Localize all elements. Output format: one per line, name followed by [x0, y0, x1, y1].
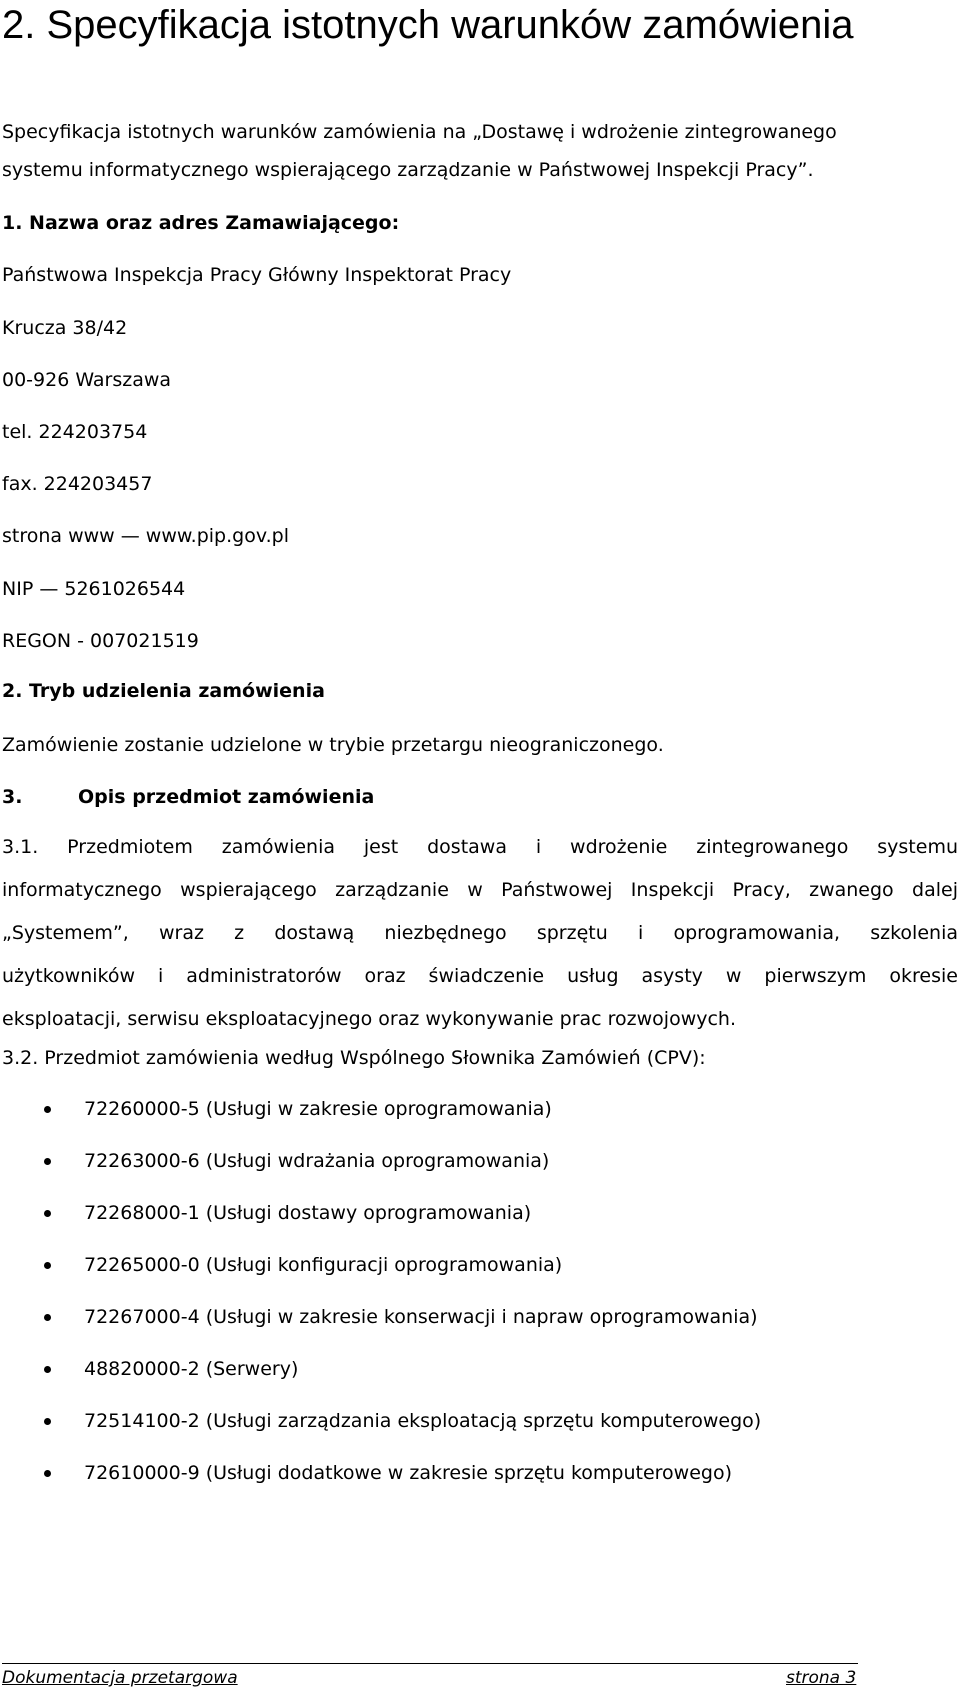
address-line: fax. 224203457	[2, 473, 153, 495]
paragraph-line: informatycznego wspierającego zarządzanie w Państwowej Inspekcji Pracy, zwanego dalej	[2, 879, 958, 901]
paragraph-line: użytkowników i administratorów oraz świadczenie usług asysty w pierwszym okresie	[2, 965, 958, 987]
cpv-code: 72267000-4 (Usługi w zakresie konserwacji i napraw oprogramowania)	[84, 1306, 758, 1328]
section-3-1-paragraph	[2, 826, 958, 1041]
paragraph-line: „Systemem”, wraz z dostawą niezbędnego sprzętu i oprogramowania, szkolenia	[2, 922, 958, 944]
cpv-code: 72263000-6 (Usługi wdrażania oprogramowania)	[84, 1150, 550, 1172]
footer-divider	[2, 1663, 858, 1664]
paragraph-line: 3.1. Przedmiotem zamówienia jest dostawa i wdrożenie zintegrowanego systemu	[2, 836, 958, 858]
bullet-icon	[44, 1106, 51, 1113]
footer-page-number: strona 3	[786, 1668, 857, 1688]
address-line: Krucza 38/42	[2, 317, 128, 339]
bullet-icon	[44, 1210, 51, 1217]
bullet-icon	[44, 1418, 51, 1425]
section-2-text: Zamówienie zostanie udzielone w trybie przetargu nieograniczonego.	[2, 734, 664, 756]
nip-line: NIP — 5261026544	[2, 578, 186, 600]
cpv-code: 72260000-5 (Usługi w zakresie oprogramowania)	[84, 1098, 552, 1120]
page-title: 2. Specyfikacja istotnych warunków zamówienia	[2, 3, 854, 47]
section-1-title: 1. Nazwa oraz adres Zamawiającego:	[2, 212, 400, 234]
address-line: Państwowa Inspekcja Pracy Główny Inspektorat Pracy	[2, 264, 512, 286]
bullet-icon	[44, 1470, 51, 1477]
bullet-icon	[44, 1262, 51, 1269]
regon-line: REGON - 007021519	[2, 630, 199, 652]
cpv-code: 72610000-9 (Usługi dodatkowe w zakresie sprzętu komputerowego)	[84, 1462, 732, 1484]
cpv-code: 72268000-1 (Usługi dostawy oprogramowania)	[84, 1202, 532, 1224]
bullet-icon	[44, 1366, 51, 1373]
cpv-code: 72514100-2 (Usługi zarządzania eksploatacją sprzętu komputerowego)	[84, 1410, 762, 1432]
section-3-number: 3.	[2, 786, 23, 808]
section-3-2-text: 3.2. Przedmiot zamówienia według Wspólnego Słownika Zamówień (CPV):	[2, 1047, 706, 1069]
paragraph-line: eksploatacji, serwisu eksploatacyjnego oraz wykonywanie prac rozwojowych.	[2, 1008, 737, 1030]
cpv-code: 72265000-0 (Usługi konfiguracji oprogramowania)	[84, 1254, 563, 1276]
cpv-code: 48820000-2 (Serwery)	[84, 1358, 299, 1380]
intro-line-1: Specyfikacja istotnych warunków zamówienia na „Dostawę i wdrożenie zintegrowanego	[2, 121, 837, 143]
footer-document-title: Dokumentacja przetargowa	[2, 1668, 238, 1688]
section-3-title: Opis przedmiot zamówienia	[78, 786, 375, 808]
intro-line-2: systemu informatycznego wspierającego zarządzanie w Państwowej Inspekcji Pracy”.	[2, 159, 814, 181]
section-2-title: 2. Tryb udzielenia zamówienia	[2, 680, 325, 702]
address-line: tel. 224203754	[2, 421, 148, 443]
address-line: 00-926 Warszawa	[2, 369, 172, 391]
bullet-icon	[44, 1314, 51, 1321]
bullet-icon	[44, 1158, 51, 1165]
website-line: strona www — www.pip.gov.pl	[2, 525, 289, 547]
